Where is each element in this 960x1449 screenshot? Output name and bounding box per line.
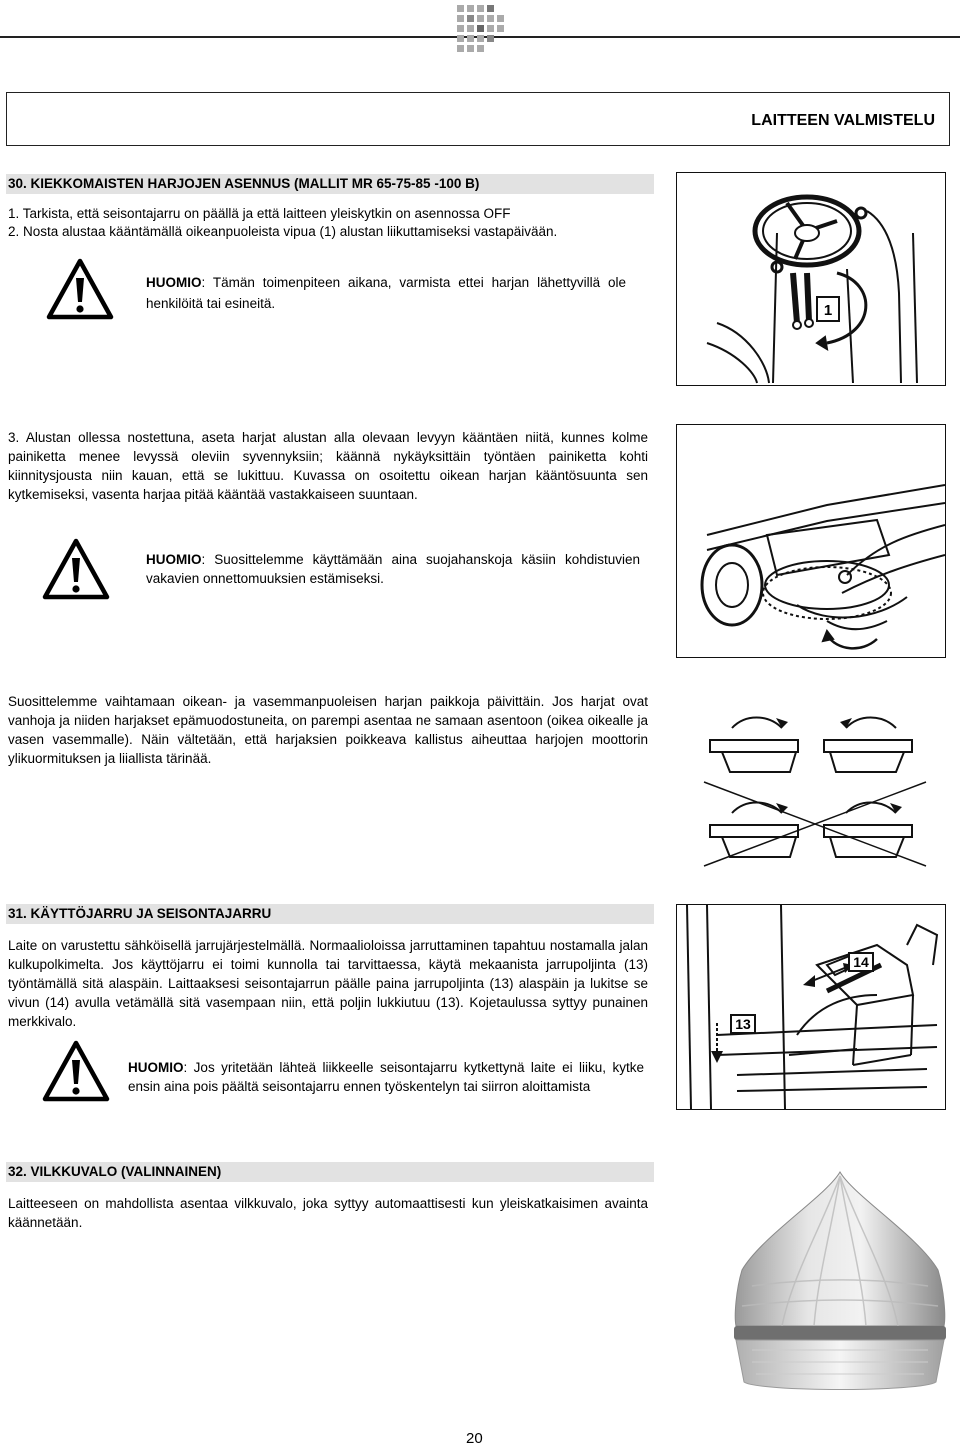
step-2: 2. Nosta alustaa kääntämällä oikeanpuoleista vipua (1) alustan liikuttamiseksi vastapäivään.	[8, 224, 558, 239]
beacon-light-photo	[722, 1166, 958, 1398]
brush-positions-figure	[700, 700, 930, 870]
logo-dots	[448, 2, 526, 60]
brush-swap-advice: Suosittelemme vaihtamaan oikean- ja vasemmanpuoleisen harjan paikkoja päivittäin. Jos harjat ovat vanhoja ja niiden harjakset epämuodostuneita, on parempi asentaa ne samaan asentoon (oikea oikealle ja vasen vasemmalle). Näin vältetään, että harjaksien poikkeava kallistus aiheuttaa harjojen moottorin ylikuormituksen ja liiallista tärinää.	[8, 694, 648, 766]
step-3: 3. Alustan ollessa nostettuna, aseta harjat alustan alla olevaan levyyn kääntäen niitä, kunnes kolme painiketta menee levyssä oleviin syvennyksiin; käännä nykäyksittäin työntäen painiketta kohti kiinnitysjousta niin kauan, että se lukittuu. Kuvassa on osoitettu oikean harjan kääntösuunta sen kytkemiseksi, vasenta harjaa pitää kääntää vastakkaiseen suuntaan.	[8, 430, 648, 502]
section-30-heading: 30. KIEKKOMAISTEN HARJOJEN ASENNUS (MALLIT MR 65-75-85 -100 B)	[6, 174, 654, 194]
lever-wheel-figure	[676, 172, 946, 386]
warning-1-label: HUOMIO	[146, 275, 202, 290]
brush-mounting-drawing	[677, 425, 945, 657]
step-1: 1. Tarkista, että seisontajarru on päällä ja että laitteen yleiskytkin on asennossa OFF	[8, 206, 511, 221]
warning-triangle-icon	[42, 1040, 110, 1102]
section-32-heading: 32. VILKKUVALO (VALINNAINEN)	[6, 1162, 654, 1182]
warning-2-text: : Suosittelemme käyttämään aina suojahanskoja käsiin kohdistuvien vakavien onnettomuuksien estämiseksi.	[146, 552, 640, 586]
lever-wheel-drawing	[677, 173, 945, 385]
warning-triangle-icon	[42, 538, 110, 600]
section-31-heading: 31. KÄYTTÖJARRU JA SEISONTAJARRU	[6, 904, 654, 924]
warning-3-text: : Jos yritetään lähteä liikkeelle seisontajarru kytkettynä laite ei liiku, kytke ensin aina pois päältä seisontajarru ennen työskentelyn tai siirron aloittamista	[128, 1060, 644, 1094]
brake-pedal-drawing	[677, 905, 945, 1109]
warning-2	[146, 550, 640, 588]
section-32-body: Laitteeseen on mahdollista asentaa vilkkuvalo, joka syttyy automaattisesti kun yleiskatkaisimen avainta käännetään.	[8, 1196, 648, 1230]
warning-2-label: HUOMIO	[146, 552, 202, 567]
warning-triangle-icon	[46, 258, 114, 320]
callout-14: 14	[853, 954, 869, 970]
warning-1-text: : Tämän toimenpiteen aikana, varmista ettei harjan lähettyvillä ole henkilöitä tai esineitä.	[146, 275, 626, 311]
section-31-body: Laite on varustettu sähköisellä jarrujärjestelmällä. Normaalioloissa jarruttaminen tapahtuu nostamalla jalan kulkupolkimelta. Jos käyttöjarru ei toimi kunnolla tai tarvittaessa, käytä mekaanista jarrupoljinta (13) työntämällä sitä alaspäin. Laittaaksesi seisontajarrun päälle paina jarrupoljinta (13) alaspäin ja lukitse se vivun (14) avulla vetämällä sitä vasempaan niin, että poljin lukkiutuu (13). Kojetaulussa syttyy punainen merkkivalo.	[8, 938, 648, 1029]
header-box	[6, 92, 950, 146]
warning-3-label: HUOMIO	[128, 1060, 184, 1075]
brush-mounting-figure	[676, 424, 946, 658]
brush-pair-top	[710, 718, 912, 773]
callout-1: 1	[823, 302, 833, 319]
page-title: LAITTEEN VALMISTELU	[751, 112, 935, 129]
brake-pedal-figure	[676, 904, 946, 1110]
warning-1	[146, 272, 626, 314]
warning-3	[128, 1058, 644, 1096]
callout-13: 13	[735, 1016, 751, 1032]
page-number: 20	[466, 1430, 483, 1447]
